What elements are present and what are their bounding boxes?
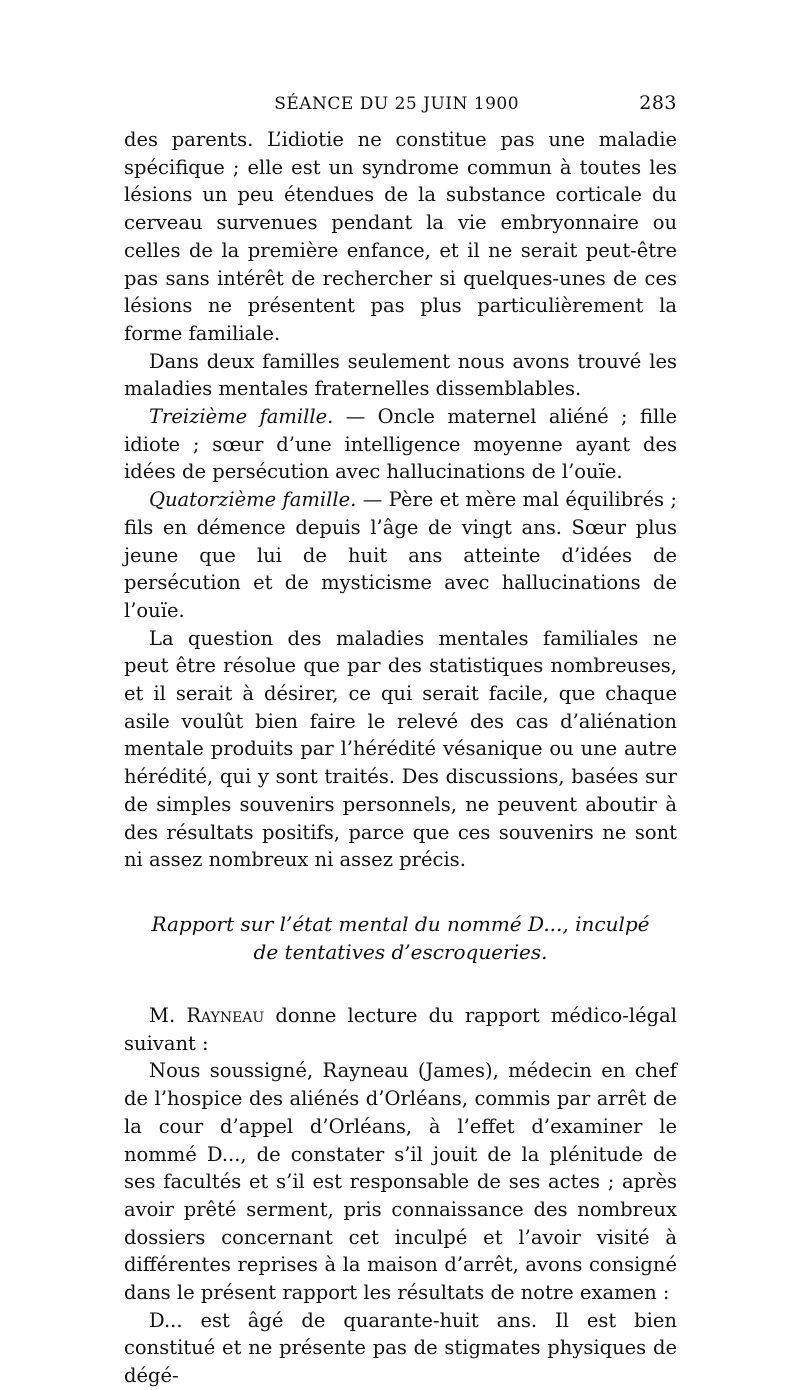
family-description: — Père et mère mal équilibrés ; fils en démence depuis l’âge de vingt ans. Sœur plus jeune que lui de huit ans atteinte d’idées de persécution et de mysticisme avec hallucinations de l’ouïe. <box>124 488 677 622</box>
reading-prefix: M. <box>149 1003 187 1027</box>
paragraph-lecture <box>124 1002 677 1057</box>
paragraph-age: D... est âgé de quarante-huit ans. Il est bien constitué et ne présente pas de stigmates physiques de dégé- <box>124 1308 677 1388</box>
paragraph-soussigne: Nous soussigné, Rayneau (James), médecin en chef de l’hospice des aliénés d’Orléans, commis par arrêt de la cour d’appel d’Orléans, à l’effet d’examiner le nommé D..., de constater s’il jouit de la plénitude de ses facultés et s’il est responsable de ses actes ; après avoir prêté serment, pris connaissance des nombreux dossiers concernant cet inculpé et l’avoir visité à différentes reprises à la maison d’arrêt, avons consigné dans le présent rapport les résultats de notre examen : <box>124 1059 677 1305</box>
paragraph-conclusion: La question des maladies mentales familiales ne peut être résolue que par des statistiques nombreuses, et il serait à désirer, ce qui serait facile, que chaque asile voulût bien faire le relevé des cas d’aliénation mentale produits par l’hérédité vésanique ou une autre hérédité, qui y sont traités. Des discussions, basées sur de simples souvenirs personnels, ne peuvent aboutir à des résultats positifs, parce que ces souvenirs ne sont ni assez nombreux ni assez précis. <box>124 626 677 872</box>
paragraph-idiotie: des parents. L’idiotie ne constitue pas une maladie spécifique ; elle est un syndrome commun à toutes les lésions un peu étendues de la substance corticale du cerveau survenues pendant la vie embryonnaire ou celles de la première enfance, et il ne serait peut-être pas sans intérêt de rechercher si quelques-unes de ces lésions ne présentent pas plus particulièrement la forme familiale. <box>124 128 677 345</box>
page-number: 283 <box>639 92 677 114</box>
book-page <box>124 92 677 1390</box>
family-label: Quatorzième famille. <box>149 488 357 512</box>
body-text <box>124 126 677 1390</box>
running-head <box>124 92 677 120</box>
paragraph-quatorzieme-famille <box>124 486 677 625</box>
family-description: — Oncle maternel aliéné ; fille idiote ; sœur d’une intelligence moyenne ayant des idées de persécution avec hallucinations de l’ouïe. <box>124 405 677 484</box>
running-head-title: SÉANCE DU 25 JUIN 1900 <box>274 94 520 114</box>
section-title <box>124 910 677 966</box>
family-label: Treizième famille. <box>149 405 334 429</box>
section-title-line-2: de tentatives d’escroqueries. <box>253 939 548 964</box>
section-title-line-1: Rapport sur l’état mental du nommé D..., inculpé <box>151 911 650 936</box>
paragraph-deux-familles: Dans deux familles seulement nous avons trouvé les maladies mentales fraternelles dissemblables. <box>124 349 677 401</box>
paragraph-treizieme-famille <box>124 403 677 486</box>
author-name: Rayneau <box>186 1003 265 1027</box>
reading-text: donne lecture du rapport médico-légal suivant : <box>124 1003 677 1055</box>
